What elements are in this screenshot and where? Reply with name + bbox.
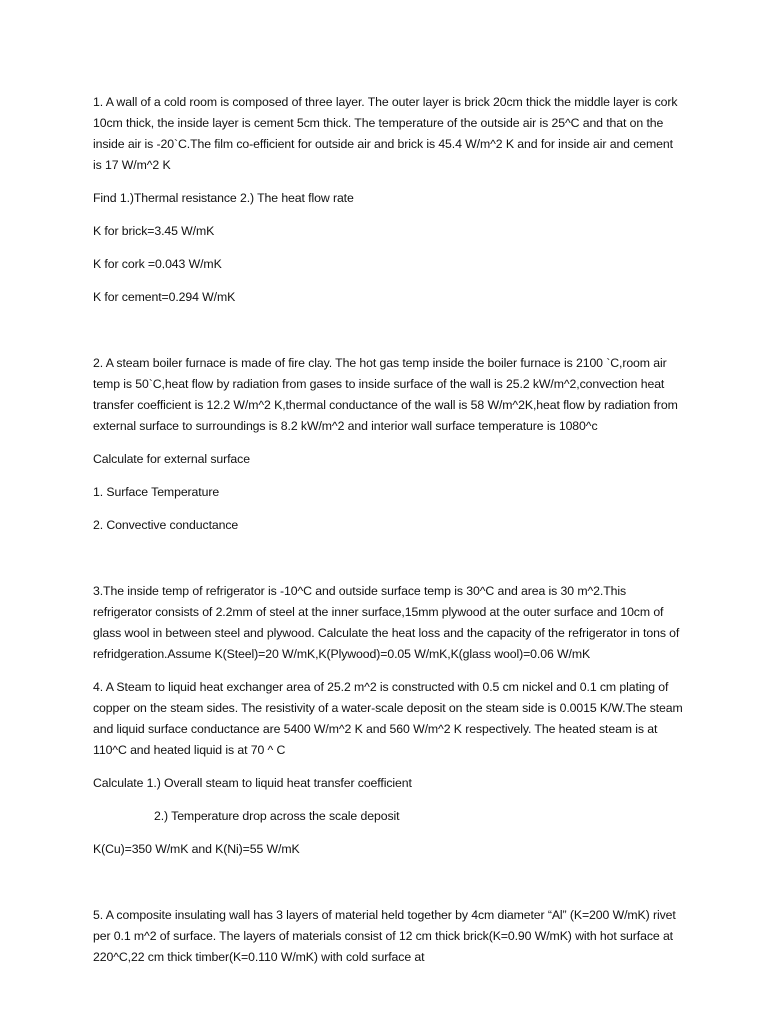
document-body	[93, 92, 683, 980]
problem-2-statement: 2. A steam boiler furnace is made of fire clay. The hot gas temp inside the boiler furnace is 2100 `C,room air temp is 50`C,heat flow by radiation from gases to inside surface of the wall is 25.2 kW/m^2,convection heat transfer coefficient is 12.2 W/m^2 K,thermal conductance of the wall is 58 W/m^2K,heat flow by radiation from external surface to surroundings is 8.2 kW/m^2 and interior wall surface temperature is 1080^c	[93, 356, 678, 433]
problem-1-k-brick: K for brick=3.45 W/mK	[93, 224, 215, 238]
problem-4-calc-2: 2.) Temperature drop across the scale deposit	[154, 809, 400, 823]
section-gap	[93, 872, 683, 905]
problem-4-statement: 4. A Steam to liquid heat exchanger area of 25.2 m^2 is constructed with 0.5 cm nickel and 0.1 cm plating of copper on the steam sides. The resistivity of a water-scale deposit on the steam side is 0.0015 K/W.The steam and liquid surface conductance are 5400 W/m^2 K and 560 W/m^2 K respectively. The heated steam is at 110^C and heated liquid is at 70 ^ C	[93, 680, 683, 757]
problem-2-item-2: 2. Convective conductance	[93, 518, 239, 532]
problem-1-k-cement: K for cement=0.294 W/mK	[93, 290, 236, 304]
section-gap	[93, 320, 683, 353]
problem-4-k-values: K(Cu)=350 W/mK and K(Ni)=55 W/mK	[93, 842, 300, 856]
problem-2-item-1: 1. Surface Temperature	[93, 485, 220, 499]
section-gap	[93, 548, 683, 581]
problem-3-statement: 3.The inside temp of refrigerator is -10^C and outside surface temp is 30^C and area is 30 m^2.This refrigerator consists of 2.2mm of steel at the inner surface,15mm plywood at the outer surface and 10cm of glass wool in between steel and plywood. Calculate the heat loss and the capacity of the refrigerator in tons of refridgeration.Assume K(Steel)=20 W/mK,K(Plywood)=0.05 W/mK,K(glass wool)=0.06 W/mK	[93, 584, 680, 661]
problem-5-statement: 5. A composite insulating wall has 3 layers of material held together by 4cm diameter “Al” (K=200 W/mK) rivet per 0.1 m^2 of surface. The layers of materials consist of 12 cm thick brick(K=0.90 W/mK) with hot surface at 220^C,22 cm thick timber(K=0.110 W/mK) with cold surface at	[93, 908, 676, 964]
problem-4-calc-1: Calculate 1.) Overall steam to liquid heat transfer coefficient	[93, 776, 412, 790]
problem-1-statement: 1. A wall of a cold room is composed of three layer. The outer layer is brick 20cm thick the middle layer is cork 10cm thick, the inside layer is cement 5cm thick. The temperature of the outside air is 25^C and that on the inside air is -20`C.The film co-efficient for outside air and brick is 45.4 W/m^2 K and for inside air and cement is 17 W/m^2 K	[93, 95, 678, 172]
problem-2-calc: Calculate for external surface	[93, 452, 250, 466]
problem-1-k-cork: K for cork =0.043 W/mK	[93, 257, 222, 271]
problem-1-find: Find 1.)Thermal resistance 2.) The heat flow rate	[93, 191, 354, 205]
